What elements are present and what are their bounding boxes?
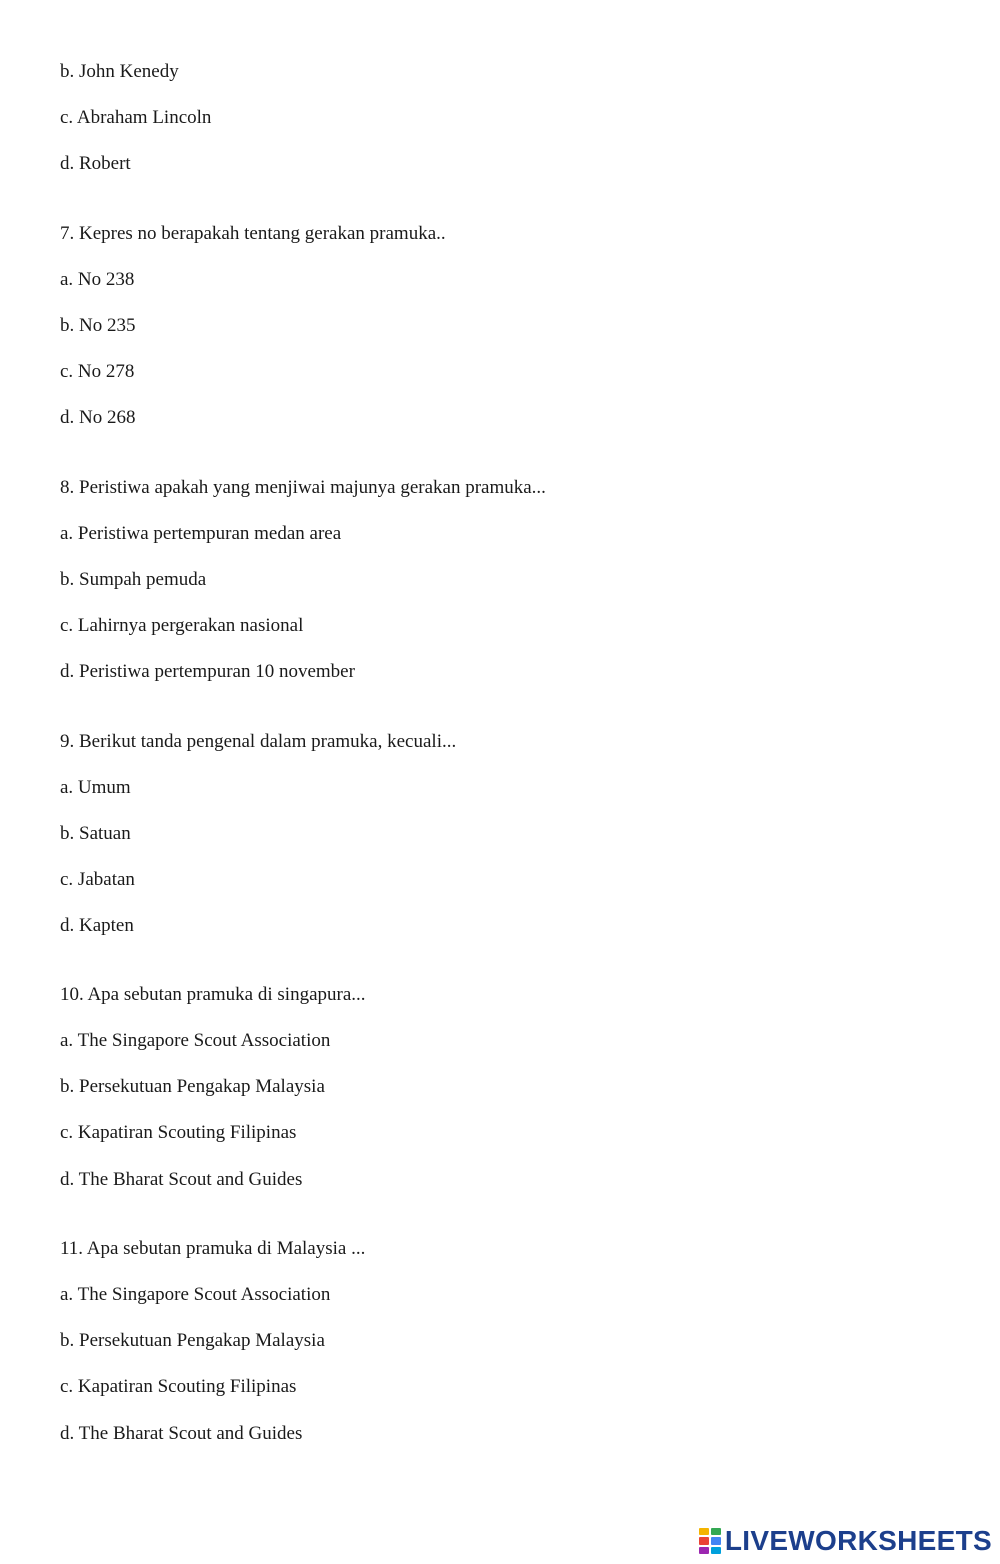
liveworksheets-logo-icon bbox=[699, 1528, 721, 1554]
option-11b: b. Persekutuan Pengakap Malaysia bbox=[60, 1330, 325, 1351]
option-9c: c. Jabatan bbox=[60, 869, 135, 890]
option-7d: d. No 268 bbox=[60, 407, 136, 428]
option-11d: d. The Bharat Scout and Guides bbox=[60, 1423, 303, 1444]
option-6c: c. Abraham Lincoln bbox=[60, 107, 212, 128]
question-9: 9. Berikut tanda pengenal dalam pramuka, kecuali... bbox=[60, 731, 457, 752]
option-6d: d. Robert bbox=[60, 153, 131, 174]
option-6b: b. John Kenedy bbox=[60, 61, 179, 82]
option-9a: a. Umum bbox=[60, 777, 131, 798]
option-10d: d. The Bharat Scout and Guides bbox=[60, 1169, 303, 1190]
question-7: 7. Kepres no berapakah tentang gerakan pramuka.. bbox=[60, 223, 446, 244]
option-11c: c. Kapatiran Scouting Filipinas bbox=[60, 1376, 297, 1397]
option-7a: a. No 238 bbox=[60, 269, 135, 290]
option-7b: b. No 235 bbox=[60, 315, 136, 336]
logo-wordmark: LIVEWORKSHEETS bbox=[724, 1525, 992, 1556]
option-8a: a. Peristiwa pertempuran medan area bbox=[60, 523, 342, 544]
option-9d: d. Kapten bbox=[60, 915, 134, 936]
question-11: 11. Apa sebutan pramuka di Malaysia ... bbox=[60, 1238, 366, 1259]
option-8d: d. Peristiwa pertempuran 10 november bbox=[60, 661, 355, 682]
option-11a: a. The Singapore Scout Association bbox=[60, 1284, 331, 1305]
option-10c: c. Kapatiran Scouting Filipinas bbox=[60, 1122, 297, 1143]
option-8c: c. Lahirnya pergerakan nasional bbox=[60, 615, 304, 636]
option-9b: b. Satuan bbox=[60, 823, 131, 844]
option-7c: c. No 278 bbox=[60, 361, 135, 382]
question-10: 10. Apa sebutan pramuka di singapura... bbox=[60, 984, 366, 1005]
option-8b: b. Sumpah pemuda bbox=[60, 569, 207, 590]
liveworksheets-logo bbox=[699, 1524, 992, 1558]
question-8: 8. Peristiwa apakah yang menjiwai majunya gerakan pramuka... bbox=[60, 477, 546, 498]
option-10a: a. The Singapore Scout Association bbox=[60, 1030, 331, 1051]
option-10b: b. Persekutuan Pengakap Malaysia bbox=[60, 1076, 325, 1097]
